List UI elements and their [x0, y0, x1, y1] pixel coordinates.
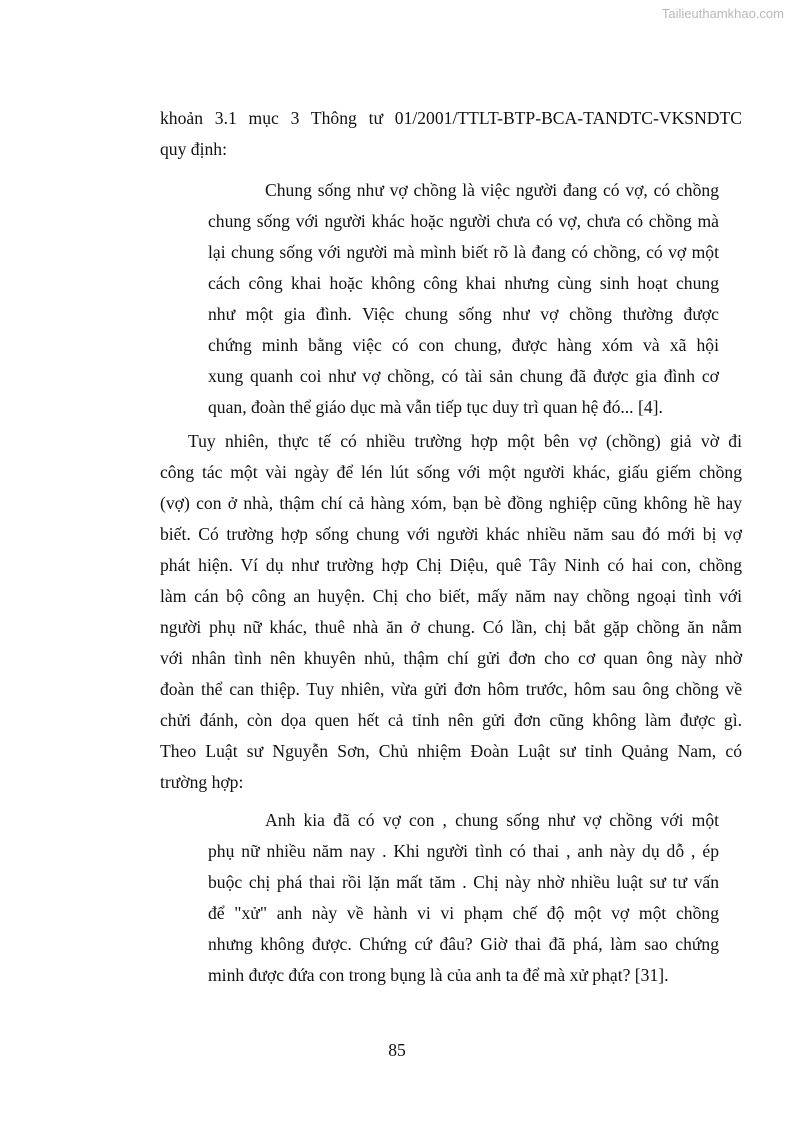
paragraph-line: quy định: [160, 139, 227, 159]
quote-line: lại chung sống với người mà mình biết rõ là đang có chồng, có vợ một [208, 242, 719, 262]
paragraph-line: công tác một vài ngày để lén lút sống với một người khác, giấu giếm chồng [160, 462, 742, 482]
watermark: Tailieuthamkhao.com [661, 6, 784, 21]
quote-line: như một gia đình. Việc chung sống như vợ chồng thường được [208, 304, 719, 324]
quote-line: phụ nữ nhiều năm nay . Khi người tình có thai , anh này dụ dỗ , ép [208, 841, 719, 861]
paragraph-line: với nhân tình nên khuyên nhủ, thậm chí gửi đơn cho cơ quan ông này nhờ [160, 648, 742, 668]
quote-line: cách công khai hoặc không công khai nhưng cùng sinh hoạt chung [208, 273, 719, 293]
quote-line: Anh kia đã có vợ con , chung sống như vợ chồng với một [265, 810, 719, 830]
paragraph-line: đoàn thể can thiệp. Tuy nhiên, vừa gửi đơn hôm trước, hôm sau ông chồng về [160, 679, 742, 699]
paragraph-line: (vợ) con ở nhà, thậm chí cả hàng xóm, bạn bè đồng nghiệp cũng không hề hay [160, 493, 742, 513]
quote-line: buộc chị phá thai rồi lặn mất tăm . Chị này nhờ nhiều luật sư tư vấn [208, 872, 719, 892]
quote-line: để "xử" anh này về hành vi vi phạm chế độ một vợ một chồng [208, 903, 719, 923]
paragraph-line: biết. Có trường hợp sống chung với người khác nhiều năm sau đó mới bị vợ [160, 524, 742, 544]
quote-line: chứng minh bằng việc có con chung, được hàng xóm và xã hội [208, 335, 719, 355]
paragraph-line: khoản 3.1 mục 3 Thông tư 01/2001/TTLT-BTP-BCA-TANDTC-VKSNDTC [160, 108, 742, 128]
paragraph-line: làm cán bộ công an huyện. Chị cho biết, mấy năm nay chồng ngoại tình với [160, 586, 742, 606]
paragraph-line: người phụ nữ khác, thuê nhà ăn ở chung. Có lần, chị bắt gặp chồng ăn nằm [160, 617, 742, 637]
paragraph-line: phát hiện. Ví dụ như trường hợp Chị Diệu, quê Tây Ninh có hai con, chồng [160, 555, 742, 575]
page-number: 85 [388, 1040, 406, 1060]
paragraph-line: Theo Luật sư Nguyễn Sơn, Chủ nhiệm Đoàn Luật sư tỉnh Quảng Nam, có [160, 741, 742, 761]
paragraph-line: chửi đánh, còn dọa quen hết cả tỉnh nên gửi đơn cũng không làm được gì. [160, 710, 742, 730]
quote-line: chung sống với người khác hoặc người chưa có vợ, chưa có chồng mà [208, 211, 719, 231]
quote-line: quan, đoàn thể giáo dục mà vẫn tiếp tục duy trì quan hệ đó... [4]. [208, 397, 663, 417]
paragraph-line: Tuy nhiên, thực tế có nhiều trường hợp một bên vợ (chồng) giả vờ đi [188, 431, 742, 451]
quote-line: minh được đứa con trong bụng là của anh ta để mà xử phạt? [31]. [208, 965, 669, 985]
paragraph-line: trường hợp: [160, 772, 244, 792]
quote-line: Chung sống như vợ chồng là việc người đang có vợ, có chồng [265, 180, 719, 200]
quote-line: nhưng không được. Chứng cứ đâu? Giờ thai đã phá, làm sao chứng [208, 934, 719, 954]
quote-line: xung quanh coi như vợ chồng, có tài sản chung đã được gia đình cơ [208, 366, 719, 386]
